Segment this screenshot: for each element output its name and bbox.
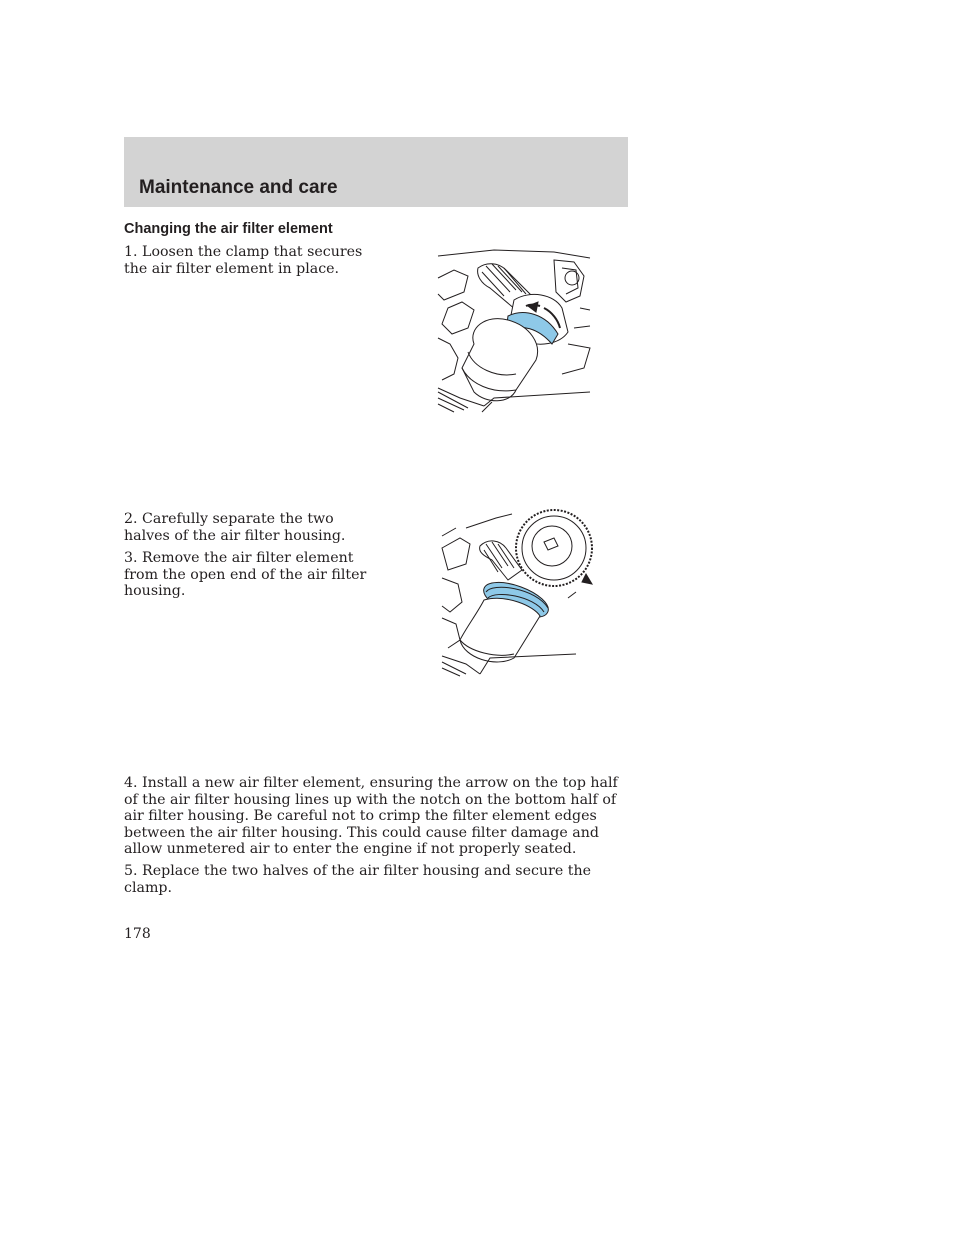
air-filter-clamp-illustration [434,248,592,414]
step-3-text: 3. Remove the air filter element from the open end of the air filter housing. [124,550,367,599]
step-4-text: 4. Install a new air filter element, ensuring the arrow on the top half of the air filter housing lines up with the notch on the bottom half of air filter housing. Be careful not to crimp the filter element edges between the air filter housing. This could cause filter damage and allow unmetered air to enter the engine if not properly seated. [124,775,618,857]
section-heading: Changing the air filter element [124,221,333,237]
page-title: Maintenance and care [139,177,338,198]
page-number: 178 [124,926,151,942]
step-2-text: 2. Carefully separate the two halves of the air filter housing. [124,511,346,544]
section-header-band [124,137,628,207]
step-5-text: 5. Replace the two halves of the air filter housing and secure the clamp. [124,863,591,896]
air-filter-housing-separated-illustration [436,508,596,678]
step-1-text: 1. Loosen the clamp that secures the air filter element in place. [124,244,363,277]
